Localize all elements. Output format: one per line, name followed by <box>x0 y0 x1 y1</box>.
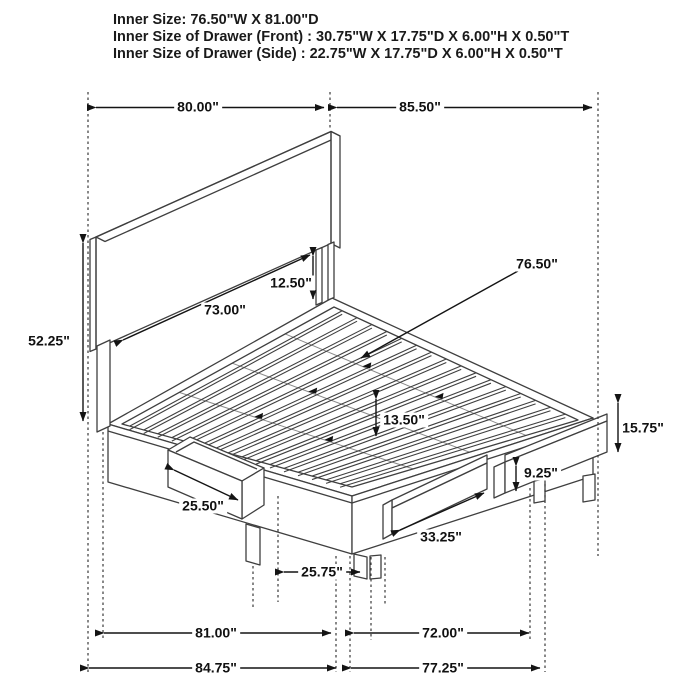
headboard-right-leg-b <box>328 242 334 300</box>
headboard-left-edge <box>90 237 96 352</box>
dim-label-bottom-inner-right: 72.00" <box>419 626 467 641</box>
side-drawer-end <box>494 462 505 498</box>
dim-label-side-height: 15.75" <box>619 421 667 436</box>
foot-leg-b <box>370 555 381 579</box>
bed-frame <box>108 298 593 554</box>
title-line-drawer-front: Inner Size of Drawer (Front) : 30.75"W X 17.75"D X 6.00"H X 0.50"T <box>113 29 570 45</box>
dim-label-front-drawer-width: 33.25" <box>417 530 465 545</box>
right-corner-leg <box>583 474 595 502</box>
headboard-left-leg <box>97 340 110 432</box>
headboard-right-leg-a <box>316 248 322 306</box>
dim-label-top-left-width: 80.00" <box>174 100 222 115</box>
right-rear-leg <box>534 479 545 503</box>
headboard-top-bevel <box>96 132 340 242</box>
dim-label-bottom-outer-left: 84.75" <box>192 661 240 676</box>
front-drawer-end <box>383 500 392 539</box>
dim-label-bottom-inner-left: 81.00" <box>192 626 240 641</box>
left-mid-leg <box>246 524 260 565</box>
dim-label-frame-top-height: 13.50" <box>380 413 428 428</box>
dim-label-drawer-height: 9.25" <box>521 466 561 481</box>
dim-label-top-right-width: 85.50" <box>396 100 444 115</box>
dim-label-leg-inset: 25.75" <box>298 565 346 580</box>
dim-slat-width-leader <box>361 271 518 358</box>
dim-label-headboard-width: 73.00" <box>201 303 249 318</box>
dim-label-headboard-gap: 12.50" <box>267 276 315 291</box>
foot-leg-a <box>354 554 367 579</box>
dim-label-side-drawer-width: 25.50" <box>179 499 227 514</box>
title-line-inner-size: Inner Size: 76.50"W X 81.00"D <box>113 12 319 28</box>
dim-label-headboard-height: 52.25" <box>25 334 73 349</box>
dim-label-slat-width: 76.50" <box>513 257 561 272</box>
dim-label-bottom-outer-right: 77.25" <box>419 661 467 676</box>
headboard-right-end <box>331 132 340 249</box>
title-line-drawer-side: Inner Size of Drawer (Side) : 22.75"W X 17.75"D X 6.00"H X 0.50"T <box>113 46 563 62</box>
